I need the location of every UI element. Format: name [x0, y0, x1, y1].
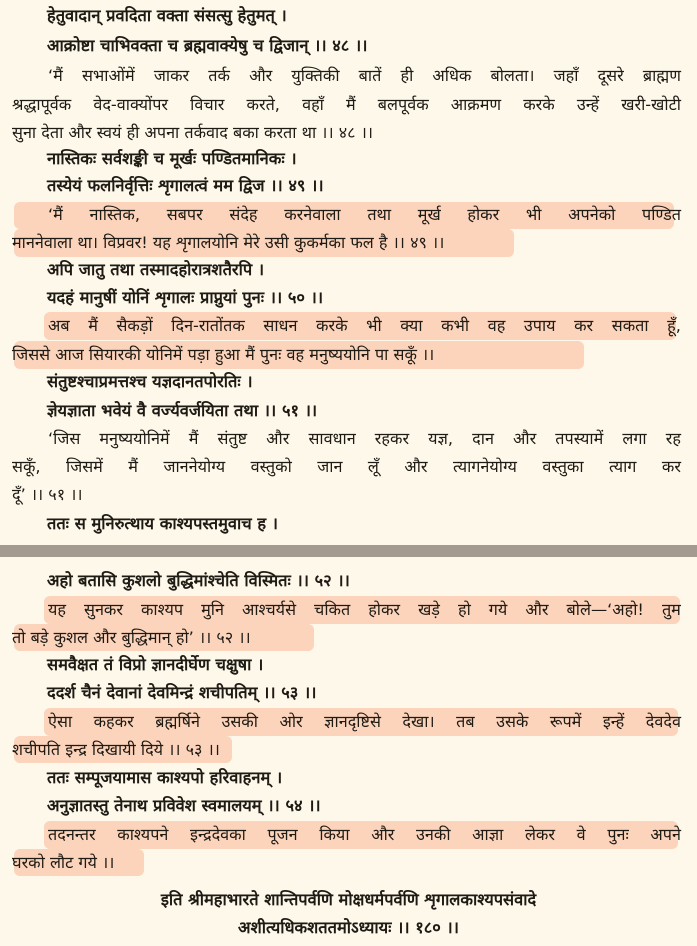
word: जान: [317, 457, 343, 476]
word: नास्तिक,: [89, 205, 140, 224]
word: संदेह: [229, 205, 258, 224]
word: देवदेव: [645, 712, 681, 731]
translation-line: जिससे आज सियारकी योनिमें पड़ा हुआ मैं पुनः वह मनुष्ययोनि पा सकूँ ।।: [12, 345, 435, 364]
translation-line: सुना देता और स्वयं ही अपना तर्कवाद बका करता था ।। ४८ ।।: [12, 123, 373, 142]
word: गये: [488, 600, 508, 619]
word: भी: [525, 205, 542, 224]
word: और: [249, 66, 273, 85]
word: ओर: [279, 712, 303, 731]
word: तब: [456, 712, 475, 731]
verse-line: आक्रोष्टा चाभिवक्ता च ब्रह्मवाक्येषु च द्विजान् ।। ४८ ।।: [47, 36, 368, 55]
translation-line: [48, 596, 681, 624]
translation-line: माननेवाला था। विप्रवर! यह शृगालयोनि मेरे उसी कुकर्मका फल है ।। ४९ ।।: [12, 233, 445, 252]
translation-line: शचीपति इन्द्र दिखायी दिये ।। ५३ ।।: [12, 740, 220, 759]
word: करके: [523, 95, 555, 114]
word: तथा: [367, 205, 392, 224]
word: बातें: [358, 66, 382, 85]
word: मैं: [345, 95, 356, 114]
word: अधिक: [432, 66, 472, 85]
word: उसकी: [221, 712, 258, 731]
word: किया: [319, 825, 350, 844]
word: वेद-वाक्योंपर: [93, 95, 169, 114]
word: ऐसा: [48, 712, 73, 731]
word: खड़े: [418, 600, 440, 619]
word: तपस्यामें: [555, 429, 604, 448]
word: खरी-खोटी: [621, 95, 681, 114]
word: लगा: [622, 429, 647, 448]
word: मनुष्ययोनिमें: [99, 429, 170, 448]
word: उन्हें: [576, 95, 600, 114]
word: हूँ,: [667, 316, 681, 335]
word: विचार: [190, 95, 225, 114]
word: कहकर: [93, 712, 134, 731]
word: युक्तिकी: [291, 66, 340, 85]
word: देखा।: [402, 712, 435, 731]
word: दान: [472, 429, 494, 448]
verse-line: संतुष्टश्चाप्रमत्तश्च यज्ञदानतपोरतिः ।: [47, 372, 253, 391]
page-section-bottom: [0, 557, 697, 946]
word: जाननेयोग्य: [163, 457, 226, 476]
word: मुनि: [201, 600, 224, 619]
word: ब्राह्मण: [642, 66, 681, 85]
word: यज्ञ,: [428, 429, 454, 448]
word: वह: [487, 316, 506, 335]
word: वस्तुको: [250, 457, 292, 476]
word: तदनन्तर: [48, 825, 96, 844]
word: उनकी: [416, 825, 451, 844]
word: ‘मैं: [48, 66, 63, 85]
word: सावधान: [308, 429, 356, 448]
word: कर: [661, 457, 681, 476]
translation-line: [48, 821, 681, 849]
word: सकूँ,: [12, 457, 41, 476]
translation-line: [12, 91, 681, 119]
word: आश्चर्यसे: [241, 600, 297, 619]
word: मैं: [188, 429, 199, 448]
word: और: [404, 457, 428, 476]
word: ब्रह्मर्षिने: [155, 712, 200, 731]
word: चकित: [314, 600, 351, 619]
word: पुनः: [607, 825, 629, 844]
verse-line: ततः स मुनिरुत्थाय काश्यपस्तमुवाच ह ।: [47, 514, 278, 533]
word: इन्हें: [602, 712, 625, 731]
word: कर: [574, 316, 594, 335]
word: यह: [48, 600, 66, 619]
translation-line: [48, 312, 681, 340]
word: मैं: [128, 457, 138, 476]
word: इन्द्रदेवका: [190, 825, 246, 844]
word: कभी: [441, 316, 470, 335]
word: तर्क: [208, 66, 230, 85]
word: ज्ञानदृष्टिसे: [324, 712, 381, 731]
word: त्याग: [609, 457, 637, 476]
verse-line: अहो बतासि कुशलो बुद्धिमांश्चेति विस्मितः ।। ५२ ।।: [47, 571, 350, 590]
word: हो: [457, 600, 471, 619]
verse-line: ततः सम्पूजयामास काश्यपो हरिवाहनम् ।: [47, 768, 283, 787]
word: पूजन: [267, 825, 298, 844]
word: ‘मैं: [48, 205, 63, 224]
word: उसके: [496, 712, 529, 731]
chapter-colophon: इति श्रीमहाभारते शान्तिपर्वणि मोक्षधर्मपर्वणि शृगालकाश्यपसंवादे: [160, 890, 537, 909]
word: आज्ञा: [472, 825, 504, 844]
word: रह: [665, 429, 681, 448]
word: जाकर: [153, 66, 190, 85]
verse-line: तस्येयं फलनिर्वृत्तिः शृगालत्वं मम द्विज ।। ४९ ।।: [47, 176, 324, 195]
word: ‘जिस: [48, 429, 81, 448]
word: बोलता।: [490, 66, 535, 85]
chapter-colophon: अशीत्यधिकशततमोऽध्यायः ।। १८० ।।: [238, 918, 459, 937]
word: जिसमें: [66, 457, 103, 476]
word: सभाओंमें: [81, 66, 135, 85]
word: अपनेको: [568, 205, 616, 224]
word: लूँ: [367, 457, 379, 476]
word: काश्यप: [141, 600, 184, 619]
translation-line: [48, 62, 681, 90]
translation-line: [48, 708, 681, 736]
verse-line: हेतुवादान् प्रवदिता वक्ता संसत्सु हेतुमत् ।: [47, 6, 287, 25]
verse-line: अपि जातु तथा तस्मादहोरात्रशतैरपि ।: [47, 260, 265, 279]
word: मूर्ख: [417, 205, 441, 224]
word: सुनकर: [84, 600, 123, 619]
word: सैकड़ों: [116, 316, 153, 335]
word: रहकर: [374, 429, 410, 448]
word: करते,: [246, 95, 280, 114]
word: रूपमें: [549, 712, 582, 731]
word: और: [525, 600, 549, 619]
word: जहाँ: [553, 66, 579, 85]
translation-line: दूँ’ ।। ५१ ।।: [12, 485, 83, 504]
word: बलपूर्वक: [377, 95, 429, 114]
verse-line: ददर्श चैनं देवानां देवमिन्द्रं शचीपतिम् ।। ५३ ।।: [47, 683, 317, 702]
word: और: [513, 429, 537, 448]
verse-line: अनुज्ञातस्तु तेनाथ प्रविवेश स्वमालयम् ।। ५४ ।।: [47, 796, 321, 815]
translation-line: [12, 453, 681, 481]
word: त्यागनेयोग्य: [453, 457, 517, 476]
word: उपाय: [523, 316, 556, 335]
word: पण्डित: [642, 205, 681, 224]
word: और: [371, 825, 395, 844]
word: करके: [316, 316, 348, 335]
word: ही: [400, 66, 414, 85]
translation-line: [48, 201, 681, 229]
verse-line: समवैक्षत तं विप्रो ज्ञानदीर्घेण चक्षुषा ।: [47, 655, 264, 674]
word: साधन: [263, 316, 298, 335]
word: आक्रमण: [450, 95, 502, 114]
translation-line: घरको लौट गये ।।: [12, 853, 115, 872]
word: करनेवाला: [284, 205, 341, 224]
word: श्रद्धापूर्वक: [12, 95, 72, 114]
word: वहाँ: [302, 95, 324, 114]
word: क्या: [400, 316, 423, 335]
translation-line: [48, 425, 681, 453]
word: तुम: [661, 600, 681, 619]
word: सबपर: [166, 205, 203, 224]
word: अब: [48, 316, 70, 335]
word: दिन-रातोंतक: [171, 316, 245, 335]
section-divider: [0, 545, 697, 557]
word: दूसरे: [597, 66, 624, 85]
word: संतुष्ट: [217, 429, 248, 448]
word: सकता: [611, 316, 649, 335]
word: वे: [576, 825, 586, 844]
word: वस्तुका: [542, 457, 584, 476]
word: और: [266, 429, 290, 448]
verse-line: नास्तिकः सर्वशङ्की च मूर्खः पण्डितमानिकः ।: [47, 149, 297, 168]
verse-line: ज्ञेयज्ञाता भवेयं वै वर्ज्यवर्जयिता तथा ।। ५१ ।।: [47, 401, 318, 420]
word: काश्यपने: [117, 825, 169, 844]
word: भी: [366, 316, 382, 335]
word: अपने: [650, 825, 681, 844]
verse-line: यदहं मानुषीं योनिं शृगालः प्राप्नुयां पुनः ।। ५० ।।: [47, 288, 324, 307]
translation-line: तो बड़े कुशल और बुद्धिमान् हो’ ।। ५२ ।।: [12, 628, 251, 647]
word: होकर: [467, 205, 500, 224]
word: होकर: [368, 600, 401, 619]
word: बोले—‘अहो!: [566, 600, 644, 619]
word: मैं: [88, 316, 98, 335]
word: लेकर: [524, 825, 555, 844]
